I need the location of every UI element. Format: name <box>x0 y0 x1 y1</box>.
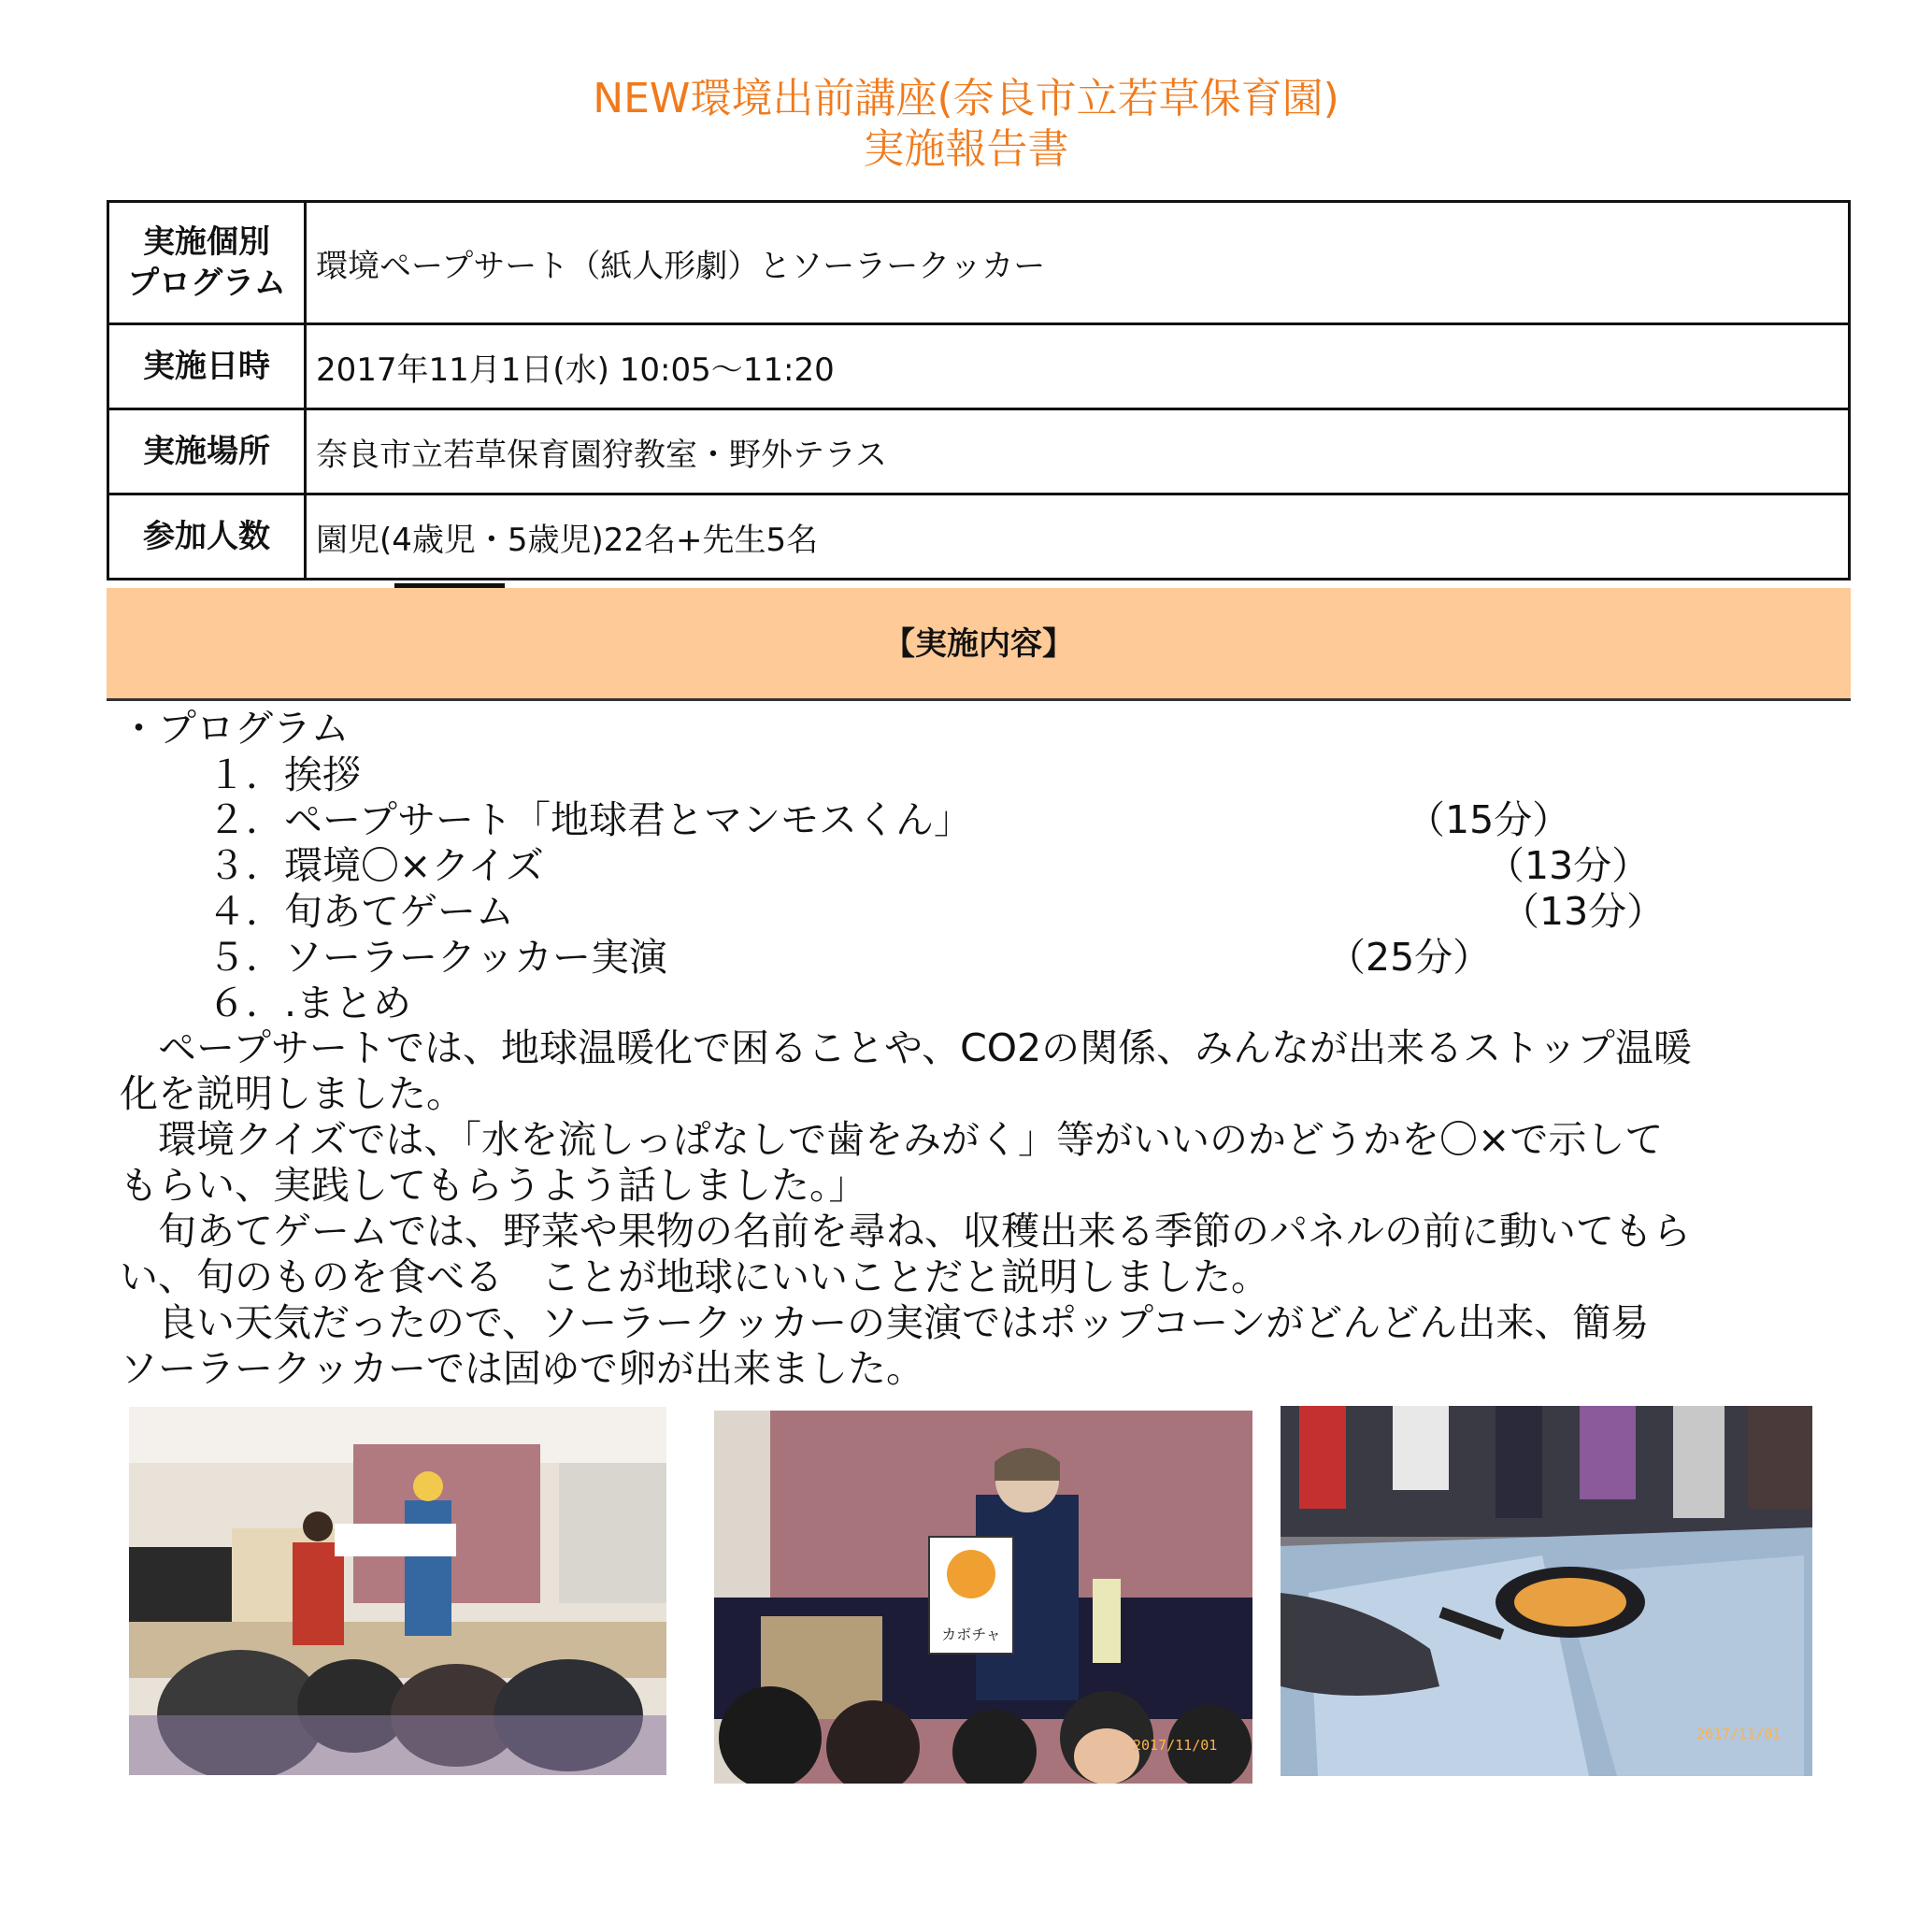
program-item: ６．.まとめ <box>208 981 412 1025</box>
participants-value: 園児(4歳児・5歳児)22名+先生5名 <box>306 494 1850 580</box>
photo-puppet-show <box>129 1407 666 1775</box>
program-value: 環境ペープサート（紙人形劇）とソーラークッカー <box>306 202 1850 324</box>
date-stamp: 2017/11/01 <box>1696 1726 1782 1742</box>
card-text: カボチャ <box>941 1626 1001 1643</box>
program-item: ５．ソーラークッカー実演 <box>208 935 667 980</box>
description-line: 環境クイズでは、「水を流しっぱなしで歯をみがく」等がいいのかどうかを〇×で示して <box>120 1117 1664 1162</box>
description-line: 旬あてゲームでは、野菜や果物の名前を尋ね、収穫出来る季節のパネルの前に動いてもら <box>120 1209 1691 1254</box>
table-row <box>108 324 1850 409</box>
document-title: NEW環境出前講座(奈良市立若草保育園) <box>593 75 1339 122</box>
info-table <box>107 200 1851 580</box>
description-line: 良い天気だったので、ソーラークッカーの実演ではポップコーンがどんどん出来、簡易 <box>120 1300 1650 1345</box>
place-value: 奈良市立若草保育園狩教室・野外テラス <box>306 409 1850 494</box>
photo-pumpkin-card <box>714 1411 1252 1784</box>
photo-solar-cooker <box>1281 1406 1812 1776</box>
table-row <box>108 409 1850 494</box>
document-subtitle: 実施報告書 <box>863 125 1069 173</box>
description-line: ソーラークッカーでは固ゆで卵が出来ました。 <box>120 1346 924 1391</box>
program-duration: （13分） <box>1486 843 1651 888</box>
program-item: ３．環境〇×クイズ <box>208 843 544 888</box>
program-duration: （25分） <box>1327 935 1492 980</box>
participants-label: 参加人数 <box>108 494 306 580</box>
table-row <box>108 494 1850 580</box>
place-label: 実施場所 <box>108 409 306 494</box>
date-label: 実施日時 <box>108 324 306 409</box>
description-line: もらい、実践してもらうよう話しました。」 <box>120 1163 867 1208</box>
program-label: 実施個別 プログラム <box>108 202 306 324</box>
date-stamp: 2017/11/01 <box>1133 1737 1218 1754</box>
section-heading: 【実施内容】 <box>107 588 1851 701</box>
program-duration: （13分） <box>1501 889 1666 934</box>
program-heading: ・プログラム <box>120 706 350 751</box>
table-row <box>108 202 1850 324</box>
program-duration: （15分） <box>1407 797 1571 842</box>
program-item: ２．ペープサート「地球君とマンモスくん」 <box>208 797 972 842</box>
date-value: 2017年11月1日(水) 10:05～11:20 <box>306 324 1850 409</box>
description-line: 化を説明しました。 <box>120 1071 465 1116</box>
program-item: ４．旬あてゲーム <box>208 889 514 934</box>
description-line: ペープサートでは、地球温暖化で困ることや、CO2の関係、みんなが出来るストップ温暖 <box>120 1025 1692 1070</box>
program-item: １．挨拶 <box>208 752 361 797</box>
description-line: い、旬のものを食べる ことが地球にいいことだと説明しました。 <box>120 1254 1269 1299</box>
